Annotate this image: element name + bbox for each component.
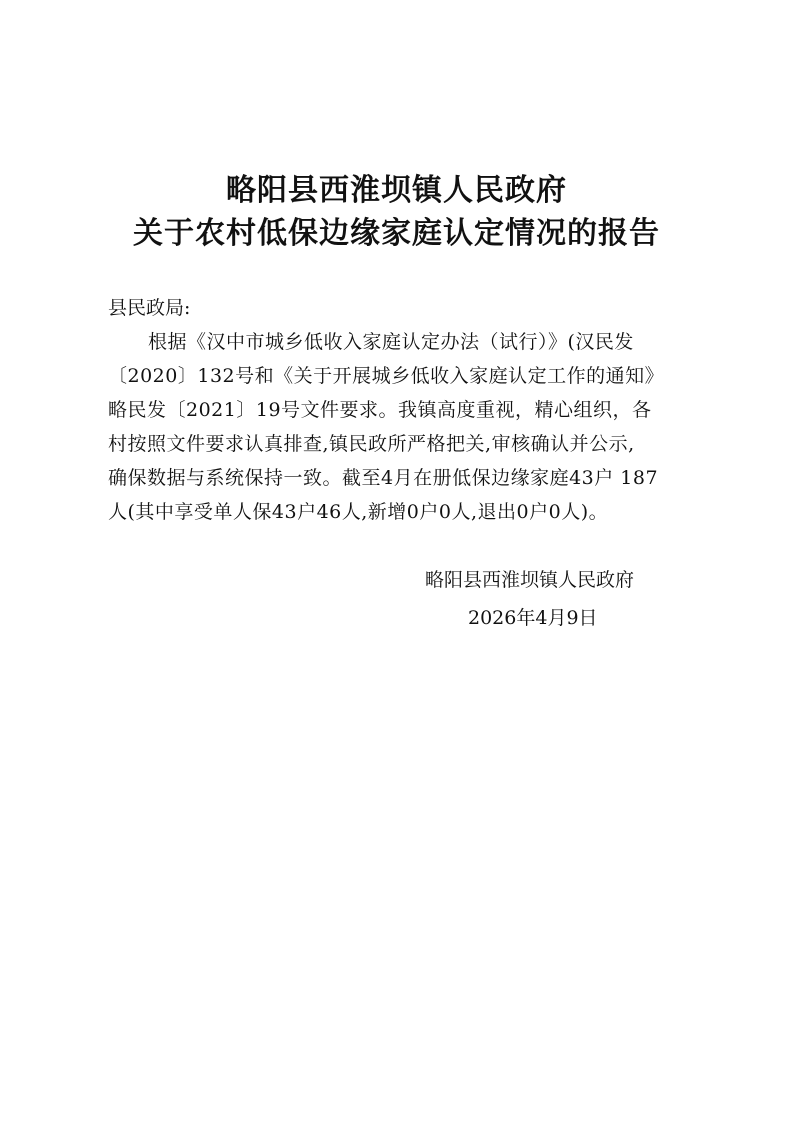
signature-organization: 略阳县西淮坝镇人民政府 [425,569,635,591]
body-paragraph [108,325,698,529]
paragraph-line: 人(其中享受单人保43户46人,新增0户0人,退出0户0人)。 [108,501,609,523]
signature-date: 2026年4月9日 [468,607,598,629]
paragraph-line: 确保数据与系统保持一致。截至4月在册低保边缘家庭43户 187 [108,467,659,489]
paragraph-line: 村按照文件要求认真排查,镇民政所严格把关,审核确认并公示, [108,433,635,455]
paragraph-line: 略民发〔2021〕19号文件要求。我镇高度重视，精心组织，各 [108,399,652,421]
salutation: 县民政局: [108,297,191,319]
paragraph-line: 根据《汉中市城乡低收入家庭认定办法（试行）》(汉民发 [148,331,634,353]
title-line-1: 略阳县西淮坝镇人民政府 [226,173,567,208]
paragraph-line: 〔2020〕132号和《关于开展城乡低收入家庭认定工作的通知》 [108,365,665,387]
title-line-2: 关于农村低保边缘家庭认定情况的报告 [133,216,660,251]
